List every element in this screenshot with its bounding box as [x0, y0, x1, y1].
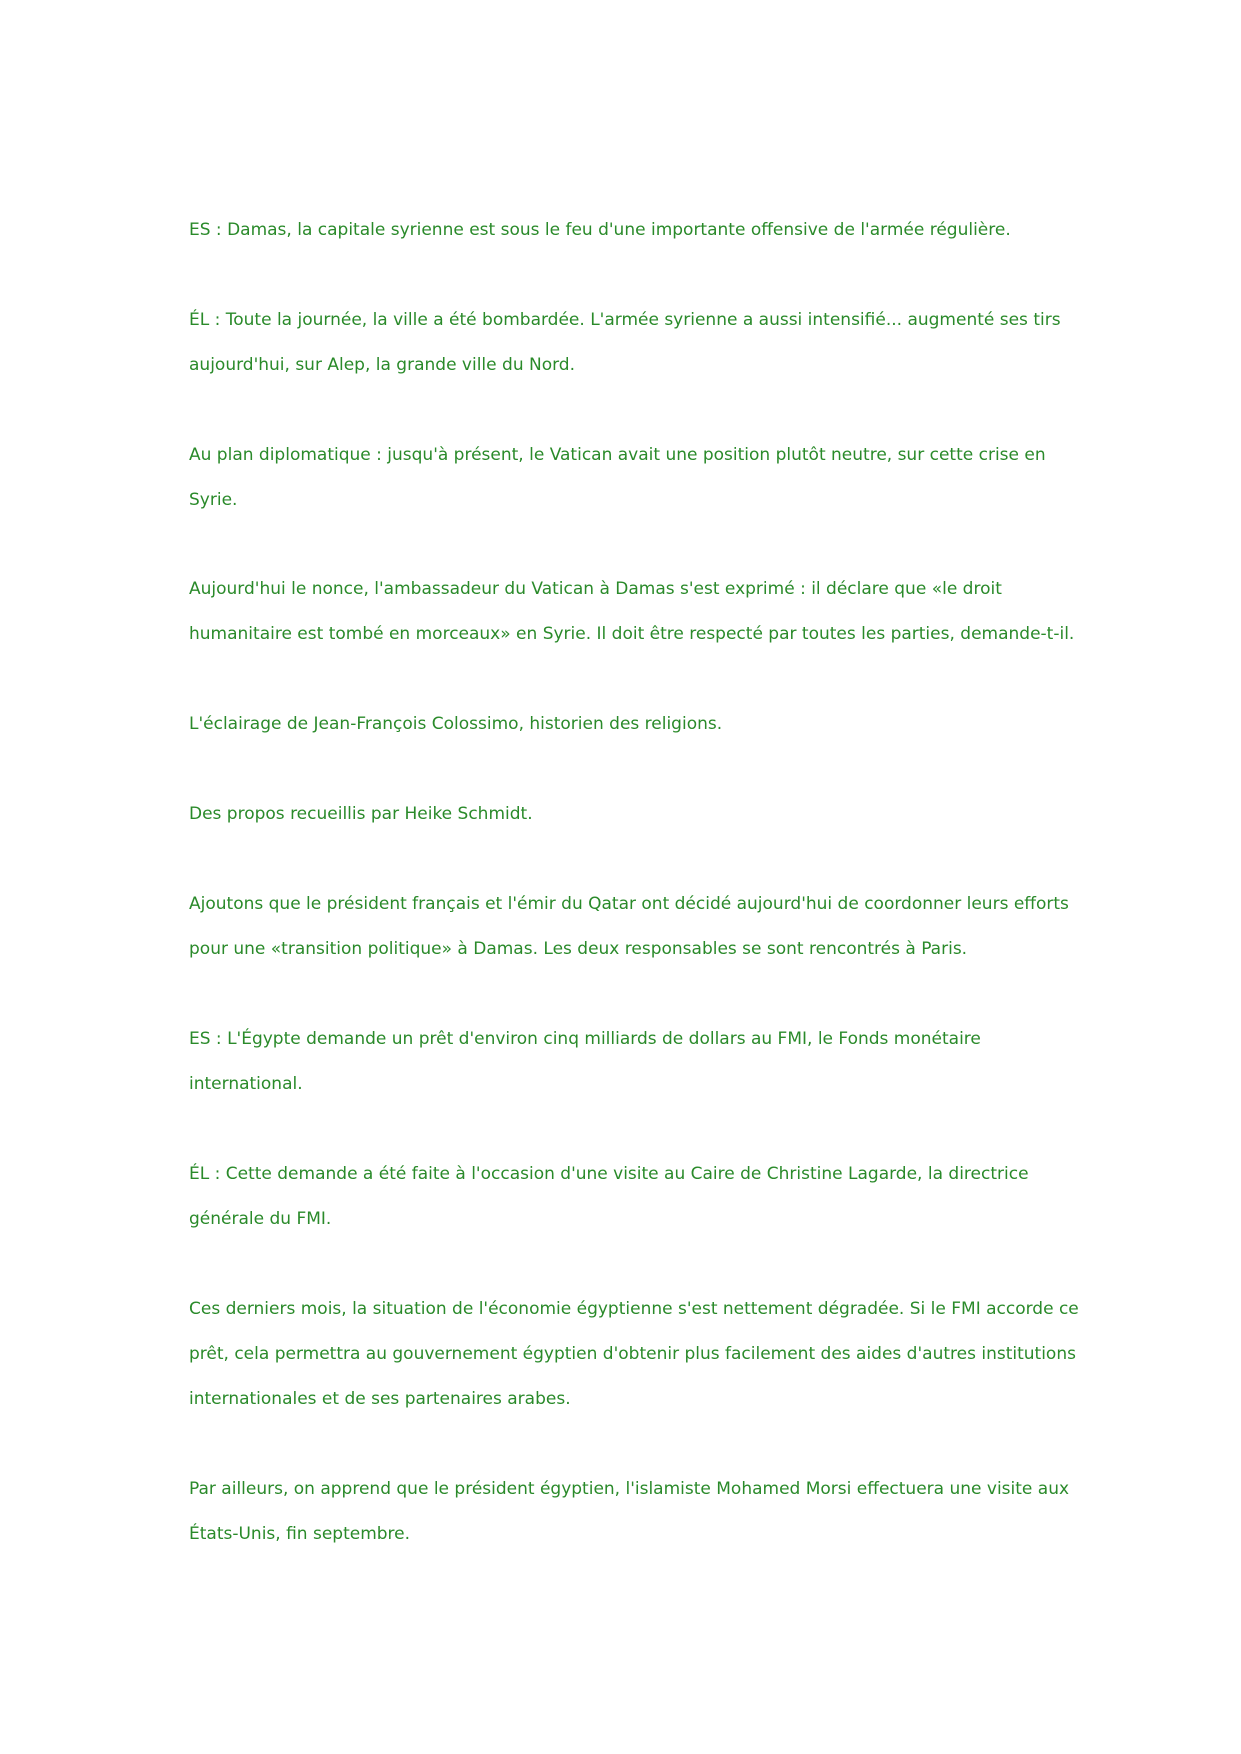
paragraph-line: ÉL : Toute la journée, la ville a été bombardée. L'armée syrienne a aussi intensifié... augmenté ses tirs [189, 310, 1061, 330]
paragraph-line: ÉL : Cette demande a été faite à l'occasion d'une visite au Caire de Christine Lagarde, la directrice [189, 1164, 1029, 1184]
paragraph-7 [189, 882, 1069, 972]
paragraph-line: Ajoutons que le président français et l'émir du Qatar ont décidé aujourd'hui de coordonner leurs efforts [189, 894, 1069, 914]
paragraph-5 [189, 702, 1069, 747]
paragraph-line: Ces derniers mois, la situation de l'économie égyptienne s'est nettement dégradée. Si le FMI accorde ce [189, 1299, 1079, 1319]
paragraph-11 [189, 1467, 1069, 1557]
paragraph-line: Par ailleurs, on apprend que le président égyptien, l'islamiste Mohamed Morsi effectuera une visite aux [189, 1479, 1070, 1499]
paragraph-2 [189, 298, 1069, 388]
paragraph-line: international. [189, 1074, 303, 1094]
paragraph-line: pour une «transition politique» à Damas. Les deux responsables se sont rencontrés à Paris. [189, 939, 968, 959]
paragraph-line: Des propos recueillis par Heike Schmidt. [189, 804, 533, 824]
paragraph-9 [189, 1152, 1069, 1242]
paragraph-line: États-Unis, fin septembre. [189, 1524, 411, 1544]
paragraph-line: Aujourd'hui le nonce, l'ambassadeur du Vatican à Damas s'est exprimé : il déclare que «le droit [189, 579, 1002, 599]
paragraph-line: ES : Damas, la capitale syrienne est sous le feu d'une importante offensive de l'armée régulière. [189, 220, 1011, 240]
paragraph-line: prêt, cela permettra au gouvernement égyptien d'obtenir plus facilement des aides d'autres institutions [189, 1344, 1076, 1364]
paragraph-1 [189, 208, 1069, 253]
paragraph-6 [189, 792, 1069, 837]
paragraph-line: Au plan diplomatique : jusqu'à présent, le Vatican avait une position plutôt neutre, sur cette crise en [189, 445, 1046, 465]
paragraph-4 [189, 567, 1075, 657]
paragraph-line: Syrie. [189, 490, 238, 510]
paragraph-10 [189, 1287, 1079, 1422]
paragraph-line: aujourd'hui, sur Alep, la grande ville du Nord. [189, 355, 575, 375]
paragraph-8 [189, 1017, 1069, 1107]
paragraph-line: internationales et de ses partenaires arabes. [189, 1389, 571, 1409]
paragraph-line: L'éclairage de Jean-François Colossimo, historien des religions. [189, 714, 723, 734]
paragraph-line: humanitaire est tombé en morceaux» en Syrie. Il doit être respecté par toutes les parties, demande-t-il. [189, 624, 1075, 644]
paragraph-line: générale du FMI. [189, 1209, 332, 1229]
paragraph-3 [189, 433, 1069, 523]
paragraph-line: ES : L'Égypte demande un prêt d'environ cinq milliards de dollars au FMI, le Fonds monétaire [189, 1029, 981, 1049]
